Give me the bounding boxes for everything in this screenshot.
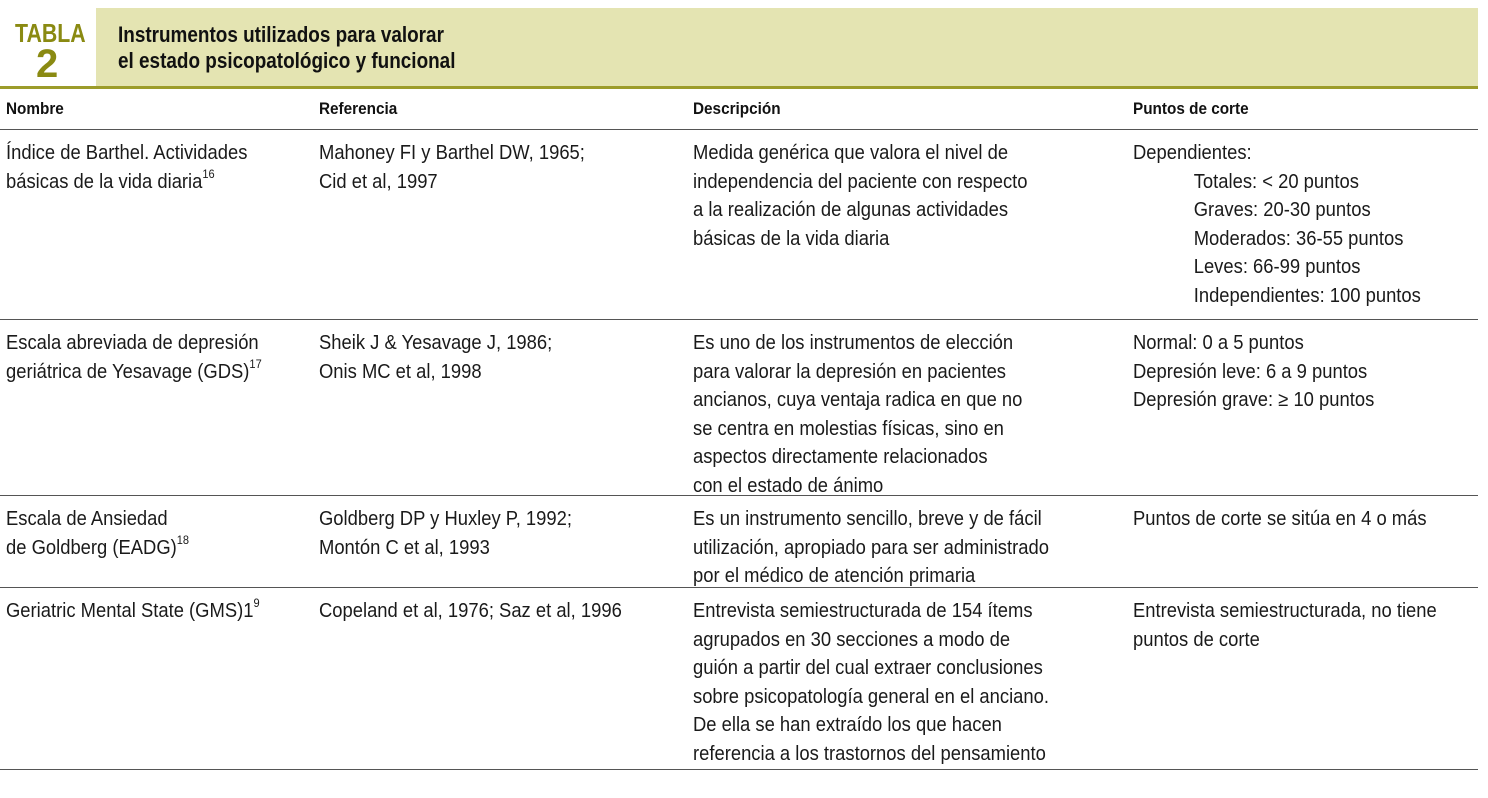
cell-nombre-line: Índice de Barthel. Actividades [6,142,248,164]
cell-referencia-line: Copeland et al, 1976; Saz et al, 1996 [319,600,622,622]
cell-referencia [319,505,572,562]
cell-descripcion [693,505,1049,591]
cell-descripcion-line: básicas de la vida diaria [693,227,890,250]
cell-nombre-line: Escala abreviada de depresión [6,332,259,354]
table-tag-word: TABLA [15,18,86,48]
table-tag-number: 2 [36,42,59,86]
cell-descripcion [693,329,1022,500]
cell-descripcion-line: para valorar la depresión en pacientes [693,360,1007,383]
column-header-referencia: Referencia [319,99,398,118]
cell-nombre [6,329,262,386]
cell-referencia-line: Onis MC et al, 1998 [319,360,482,383]
cell-descripcion [693,139,1028,253]
reference-superscript: 16 [202,166,215,181]
cell-descripcion-line: se centra en molestias físicas, sino en [693,417,1004,440]
cell-nombre [6,597,260,626]
title-band [96,8,1478,86]
cell-puntos-de-corte-line: Graves: 20-30 puntos [1193,199,1371,221]
table-body [0,130,1478,770]
table-row [0,320,1478,496]
table-header-banner [0,0,1478,86]
cell-puntos-de-corte-line: Moderados: 36-55 puntos [1193,227,1404,250]
cell-referencia [319,139,585,196]
cell-puntos-de-corte-line: Dependientes: [1133,142,1252,164]
cell-puntos-de-corte [1133,505,1427,534]
reference-superscript: 9 [253,596,260,611]
cell-descripcion-line: aspectos directamente relacionados [693,446,988,468]
cell-referencia [319,597,622,626]
cell-nombre [6,505,189,562]
table-row [0,588,1478,770]
cell-descripcion-line: Es uno de los instrumentos de elección [693,332,1014,354]
cell-puntos-de-corte-line: Totales: < 20 puntos [1193,170,1359,193]
column-header-descripcion: Descripción [693,99,781,118]
table-row [0,130,1478,320]
cell-referencia-line: Goldberg DP y Huxley P, 1992; [319,508,572,530]
table-tag [0,8,96,86]
table-header-row [0,89,1478,130]
cell-descripcion-line: Es un instrumento sencillo, breve y de fácil [693,508,1042,530]
cell-puntos-de-corte [1133,139,1421,310]
cell-puntos-de-corte-line: Depresión grave: ≥ 10 puntos [1133,389,1375,411]
cell-descripcion-line: De ella se han extraído los que hacen [693,714,1002,736]
cell-descripcion [693,597,1049,768]
cell-descripcion-line: utilización, apropiado para ser administrado [693,536,1049,559]
cell-descripcion-line: referencia a los trastornos del pensamiento [693,742,1046,765]
cell-nombre-line: Escala de Ansiedad [6,508,168,530]
table-title: Instrumentos utilizados para valorar el estado psicopatológico y funcional [118,22,456,73]
cell-puntos-de-corte [1133,329,1374,415]
reference-superscript: 17 [249,356,262,371]
cell-descripcion-line: ancianos, cuya ventaja radica en que no [693,389,1023,411]
cell-puntos-de-corte [1133,597,1437,654]
cell-descripcion-line: agrupados en 30 secciones a modo de [693,628,1011,651]
cell-nombre-line: de Goldberg (EADG)$^{18}$ [6,532,190,559]
cell-puntos-de-corte-line: puntos de corte [1133,628,1260,651]
cell-puntos-de-corte-line: Independientes: 100 puntos [1193,284,1421,307]
cell-puntos-de-corte-line: Normal: 0 a 5 puntos [1133,332,1304,354]
cell-descripcion-line: por el médico de atención primaria [693,565,976,587]
cell-referencia-line: Montón C et al, 1993 [319,536,490,559]
cell-descripcion-line: con el estado de ánimo [693,474,884,497]
cell-referencia-line: Mahoney FI y Barthel DW, 1965; [319,142,585,164]
reference-superscript: 18 [176,532,190,547]
column-header-puntos-de-corte: Puntos de corte [1133,99,1249,118]
cell-descripcion-line: sobre psicopatología general en el anciano. [693,685,1049,708]
cell-nombre-line: Geriatric Mental State $(GMS)1^9$ [6,596,260,622]
instruments-table [0,89,1478,770]
cell-descripcion-line: guión a partir del cual extraer conclusiones [693,657,1043,679]
cell-referencia-line: Cid et al, 1997 [319,170,438,193]
cell-nombre-line: geriátrica de Yesavage (GDS)$^{17}$ [6,356,262,383]
cell-puntos-de-corte-line: Leves: 66-99 puntos [1193,256,1361,278]
table-row [0,496,1478,588]
cell-referencia-line: Sheik J & Yesavage J, 1986; [319,332,553,354]
cell-puntos-de-corte-line: Depresión leve: 6 a 9 puntos [1133,360,1368,383]
cell-descripcion-line: Medida genérica que valora el nivel de [693,142,1009,164]
cell-referencia [319,329,552,386]
cell-puntos-de-corte-line: Puntos de corte se sitúa en 4 o más [1133,508,1427,530]
cell-descripcion-line: independencia del paciente con respecto [693,170,1028,193]
cell-descripcion-line: a la realización de algunas actividades [693,199,1009,221]
cell-puntos-de-corte-line: Entrevista semiestructurada, no tiene [1133,600,1437,622]
cell-nombre [6,139,247,196]
column-header-nombre: Nombre [6,99,64,118]
cell-descripcion-line: Entrevista semiestructurada de 154 ítems [693,600,1033,622]
cell-nombre-line: básicas de la vida diaria$^{16}$ [6,166,215,193]
